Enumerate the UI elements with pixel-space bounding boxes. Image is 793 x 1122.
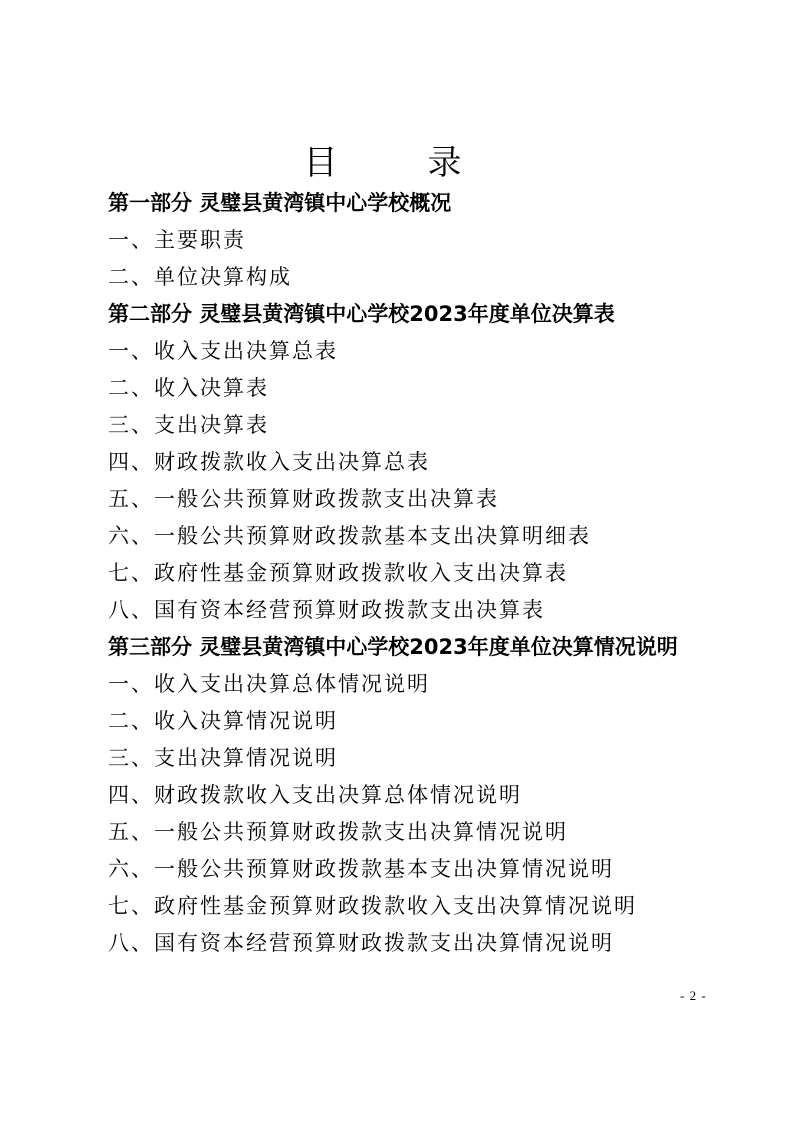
toc-item: 七、政府性基金预算财政拨款收入支出决算情况说明 (108, 894, 637, 918)
part-3-heading: 第三部分 灵璧县黄湾镇中心学校2023年度单位决算情况说明 (108, 635, 678, 659)
toc-item: 四、财政拨款收入支出决算总表 (108, 450, 430, 474)
toc-item: 二、收入决算情况说明 (108, 709, 338, 733)
toc-item: 三、支出决算表 (108, 413, 269, 437)
toc-item: 八、国有资本经营预算财政拨款支出决算情况说明 (108, 931, 614, 955)
toc-item: 七、政府性基金预算财政拨款收入支出决算表 (108, 561, 568, 585)
part-1-heading: 第一部分 灵璧县黄湾镇中心学校概况 (108, 191, 452, 215)
part-2-heading: 第二部分 灵璧县黄湾镇中心学校2023年度单位决算表 (108, 302, 615, 326)
toc-item: 一、收入支出决算总表 (108, 339, 338, 363)
toc-item: 三、支出决算情况说明 (108, 746, 338, 770)
toc-item: 五、一般公共预算财政拨款支出决算情况说明 (108, 820, 568, 844)
toc-item: 八、国有资本经营预算财政拨款支出决算表 (108, 598, 545, 622)
toc-item: 二、单位决算构成 (108, 265, 292, 289)
toc-item: 一、收入支出决算总体情况说明 (108, 672, 430, 696)
toc-item: 六、一般公共预算财政拨款基本支出决算明细表 (108, 524, 591, 548)
toc-item: 六、一般公共预算财政拨款基本支出决算情况说明 (108, 857, 614, 881)
toc-item: 一、主要职责 (108, 228, 246, 252)
toc-item: 五、一般公共预算财政拨款支出决算表 (108, 487, 499, 511)
toc-item: 二、收入决算表 (108, 376, 269, 400)
page-number: - 2 - (680, 988, 707, 1003)
page-title: 目 录 (303, 143, 490, 183)
toc-item: 四、财政拨款收入支出决算总体情况说明 (108, 783, 522, 807)
table-of-contents (108, 185, 708, 962)
